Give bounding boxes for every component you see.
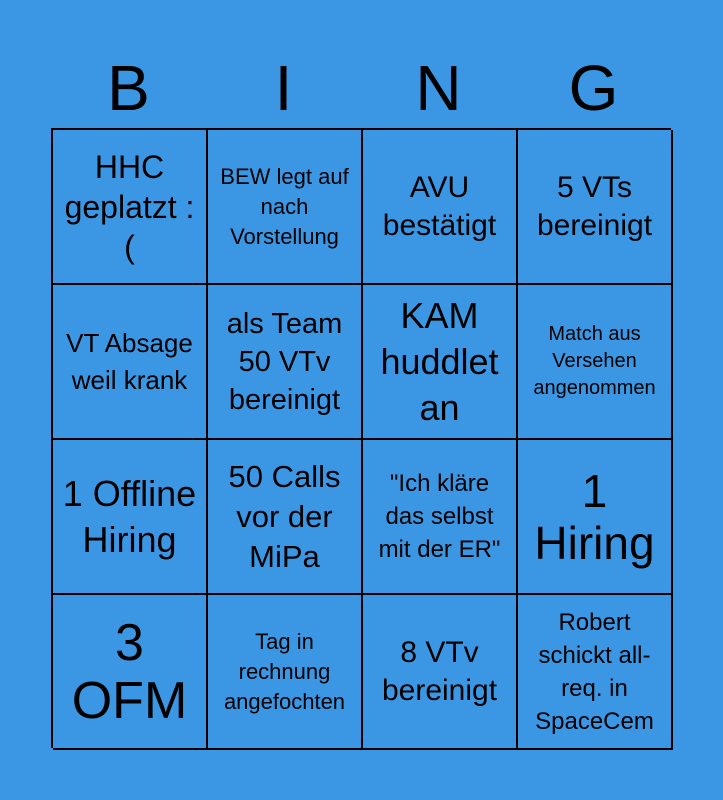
bingo-cell-text: Match aus Versehen angenommen — [533, 323, 656, 399]
bingo-header — [51, 48, 671, 128]
bingo-cell-text: VT Absage weil krank — [66, 327, 193, 395]
bingo-cell-7[interactable] — [363, 285, 518, 440]
bingo-cell-text: KAM huddlet an — [380, 294, 499, 428]
bingo-cell-text: "Ich kläre das selbst mit der ER" — [378, 470, 501, 563]
bingo-cell-text: 1 Hiring — [534, 464, 655, 569]
header-letter-n: N — [415, 52, 462, 124]
bingo-cell-3[interactable] — [363, 130, 518, 285]
header-letter-g: G — [568, 52, 619, 124]
bingo-grid — [51, 128, 671, 748]
bingo-cell-9[interactable] — [53, 440, 208, 595]
bingo-cell-text: BEW legt auf nach Vorstellung — [220, 163, 349, 249]
bingo-cell-14[interactable] — [208, 595, 363, 750]
bingo-cell-text: Tag in rechnung angefochten — [223, 628, 346, 714]
bingo-cell-16[interactable] — [518, 595, 673, 750]
bingo-cell-text: 8 VTv bereinigt — [381, 635, 498, 707]
bingo-cell-11[interactable] — [363, 440, 518, 595]
bingo-cell-15[interactable] — [363, 595, 518, 750]
bingo-cell-4[interactable] — [518, 130, 673, 285]
bingo-cell-6[interactable] — [208, 285, 363, 440]
bingo-cell-text: 1 Offline Hiring — [62, 472, 197, 560]
bingo-cell-10[interactable] — [208, 440, 363, 595]
bingo-cell-text: Robert schickt all-req. in SpaceCem — [535, 608, 654, 735]
header-letter-i: I — [274, 52, 293, 124]
bingo-cell-text: als Team 50 VTv bereinigt — [226, 307, 343, 416]
bingo-cell-13[interactable] — [53, 595, 208, 750]
bingo-cell-text: 50 Calls vor der MiPa — [228, 458, 341, 574]
bingo-cell-text: 3 OFM — [71, 613, 188, 730]
bingo-cell-5[interactable] — [53, 285, 208, 440]
bingo-cell-1[interactable] — [53, 130, 208, 285]
bingo-cell-2[interactable] — [208, 130, 363, 285]
bingo-cell-text: HHC geplatzt :( — [64, 148, 195, 265]
bingo-cell-12[interactable] — [518, 440, 673, 595]
bingo-cell-8[interactable] — [518, 285, 673, 440]
header-letter-b: B — [107, 52, 150, 124]
bingo-cell-text: AVU bestätigt — [382, 170, 497, 242]
bingo-cell-text: 5 VTs bereinigt — [536, 170, 653, 242]
